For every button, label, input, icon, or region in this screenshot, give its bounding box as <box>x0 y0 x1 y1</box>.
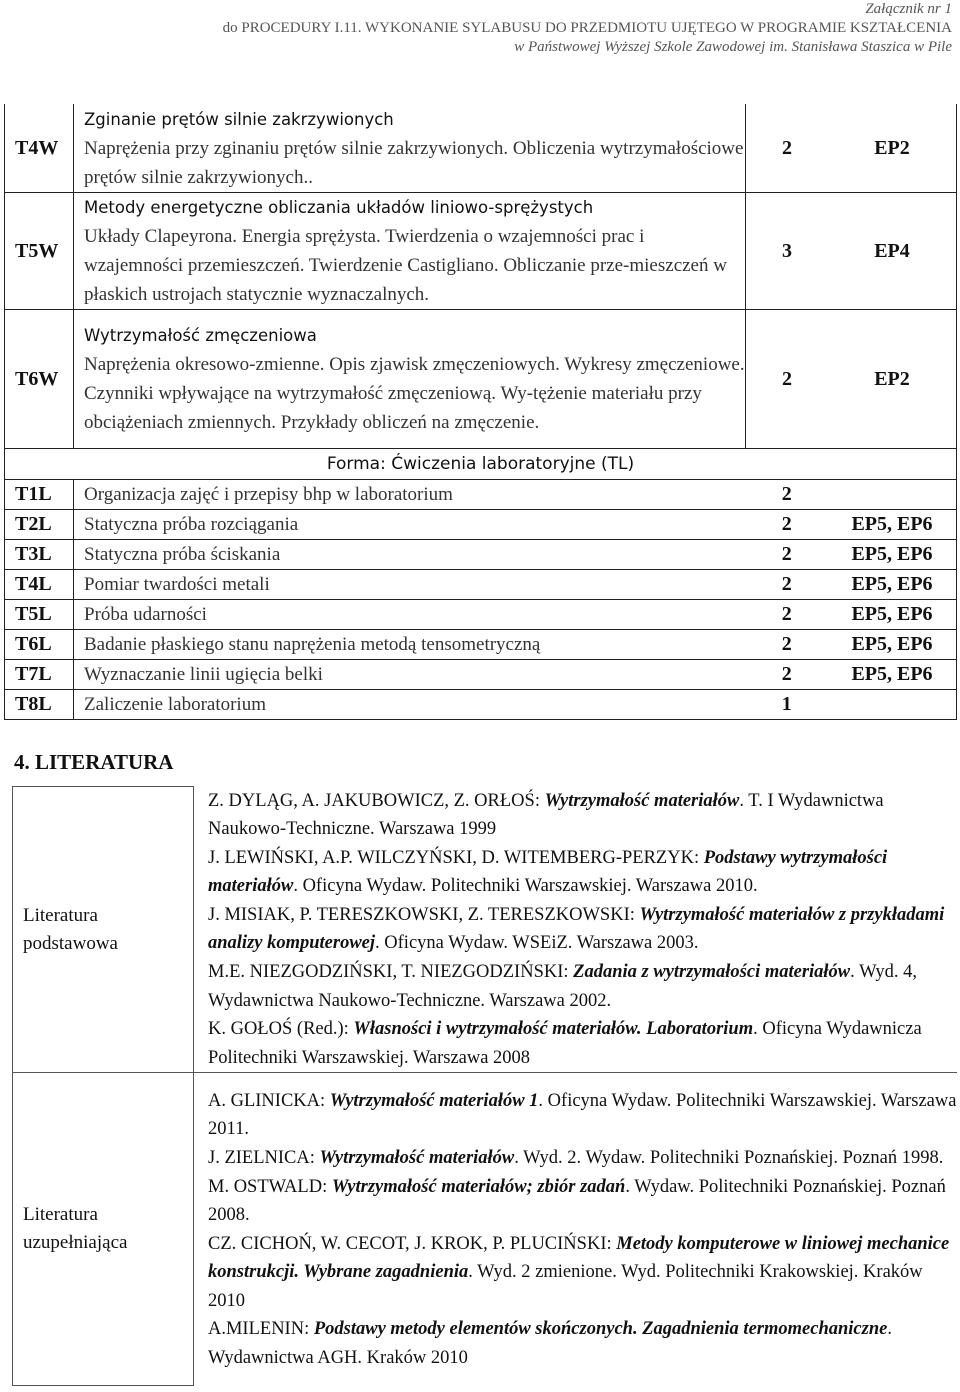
entry-publisher: . Oficyna Wydaw. WSEiZ. Warszawa 2003. <box>375 933 699 954</box>
topic-code: T4W <box>15 136 59 159</box>
entry-title: Wytrzymałość materiałów; zbiór zadań <box>331 1176 626 1197</box>
entry-authors: K. GOŁOŚ (Red.): <box>208 1019 354 1040</box>
lab-text: Statyczna próba ściskania <box>74 540 746 570</box>
lecture-row <box>5 193 957 310</box>
lab-effects <box>828 480 957 510</box>
entry-title: Wytrzymałość materiałów <box>319 1147 515 1168</box>
topic-hours: 2 <box>746 310 829 449</box>
topic-title: Metody energetyczne obliczania układów liniowo-sprężystych <box>84 198 594 217</box>
lab-hours: 2 <box>746 540 829 570</box>
lab-hours: 2 <box>746 660 829 690</box>
entry-publisher: . Oficyna Wydawnicza Politechniki Warszawskiej. Warszawa 2008 <box>208 1019 922 1068</box>
entry-publisher: . Oficyna Wydaw. Politechniki Warszawskiej. Warszawa 2011. <box>208 1090 957 1140</box>
lab-hours: 2 <box>746 510 829 540</box>
document-header <box>223 0 952 57</box>
entry-title: Wytrzymałość materiałów z przykładami analizy komputerowej <box>208 904 945 954</box>
entry-publisher: . Wydaw. Politechniki Poznańskiej. Poznań 2008. <box>208 1176 946 1226</box>
topic-text: Naprężenia przy zginaniu prętów silnie zakrzywionych. Obliczenia wytrzymałościowe prętów silnie zakrzywionych.. <box>84 137 744 188</box>
institution-name: w Państwowej Wyższej Szkole Zawodowej im. Stanisława Staszica w Pile <box>514 39 952 55</box>
literature-entry <box>208 844 957 901</box>
lab-hours: 2 <box>746 570 829 600</box>
literature-entry <box>208 787 957 844</box>
topic-description <box>74 193 746 310</box>
lab-row <box>5 570 957 600</box>
entry-authors: M.E. NIEZGODZIŃSKI, T. NIEZGODZIŃSKI: <box>208 962 574 983</box>
extra-literature-list <box>194 1073 958 1386</box>
lab-text: Badanie płaskiego stanu naprężenia metodą tensometryczną <box>74 630 746 660</box>
procedure-title: do PROCEDURY I.11. WYKONANIE SYLABUSU DO PRZEDMIOTU UJĘTEGO W PROGRAMIE KSZTAŁCENIA <box>222 20 952 36</box>
entry-authors: M. OSTWALD: <box>208 1176 332 1197</box>
topic-description <box>74 310 746 449</box>
literature-entry <box>208 1173 957 1230</box>
lab-effects: EP5, EP6 <box>828 510 957 540</box>
lab-code: T1L <box>5 480 74 510</box>
form-label: Forma: Ćwiczenia laboratoryjne (TL) <box>326 454 635 474</box>
topic-effects: EP2 <box>874 367 910 390</box>
syllabus-topics-table <box>4 104 957 720</box>
entry-publisher: . Wyd. 2. Wydaw. Politechniki Poznańskiej. Poznań 1998. <box>514 1147 944 1168</box>
entry-authors: J. ZIELNICA: <box>208 1147 320 1168</box>
lab-row <box>5 480 957 510</box>
lab-row <box>5 510 957 540</box>
lab-effects <box>828 690 957 720</box>
topic-text: Układy Clapeyrona. Energia sprężysta. Twierdzenia o wzajemności prac i wzajemności przemieszczeń. Twierdzenie Castigliano. Obliczanie prze-mieszczeń w płaskich ustrojach statycznie wyznaczalnych. <box>84 226 727 305</box>
literature-entry <box>208 958 957 1015</box>
lab-row <box>5 540 957 570</box>
lab-text: Pomiar twardości metali <box>74 570 746 600</box>
lab-effects: EP5, EP6 <box>828 540 957 570</box>
lab-effects: EP5, EP6 <box>828 660 957 690</box>
annex-label: Załącznik nr 1 <box>865 1 952 17</box>
lab-hours: 2 <box>746 630 829 660</box>
entry-authors: Z. DYLĄG, A. JAKUBOWICZ, Z. ORŁOŚ: <box>208 790 545 811</box>
literature-entry <box>208 1230 957 1316</box>
lab-topics <box>5 480 957 720</box>
lab-text: Wyznaczanie linii ugięcia belki <box>74 660 746 690</box>
lab-row <box>5 600 957 630</box>
topic-code: T5W <box>15 239 59 262</box>
lab-code: T3L <box>5 540 74 570</box>
basic-literature-label: Literatura podstawowa <box>13 787 194 1073</box>
entry-authors: A.MILENIN: <box>208 1319 314 1340</box>
entry-publisher: . T. I Wydawnictwa Naukowo-Techniczne. Warszawa 1999 <box>208 790 884 840</box>
lab-code: T8L <box>5 690 74 720</box>
lab-effects: EP5, EP6 <box>828 600 957 630</box>
topic-effects: EP2 <box>874 136 910 159</box>
entry-title: Metody komputerowe w liniowej mechanice konstrukcji. Wybrane zagadnienia <box>208 1233 950 1283</box>
entry-title: Podstawy wytrzymałości materiałów <box>208 847 888 897</box>
entry-publisher: . Wyd. 4, Wydawnictwa Naukowo-Techniczne. Warszawa 2002. <box>208 962 918 1011</box>
lab-effects: EP5, EP6 <box>828 630 957 660</box>
literature-entry <box>208 1144 957 1173</box>
entry-authors: A. GLINICKA: <box>208 1090 330 1111</box>
topic-title: Zginanie prętów silnie zakrzywionych <box>84 109 394 129</box>
lecture-row <box>5 310 957 449</box>
basic-literature-row <box>13 787 958 1073</box>
lab-hours: 1 <box>746 690 829 720</box>
lab-row <box>5 690 957 720</box>
lab-effects: EP5, EP6 <box>828 570 957 600</box>
topic-text: Naprężenia okresowo-zmienne. Opis zjawisk zmęczeniowych. Wykresy zmęczeniowe. Czynniki wpływające na wytrzymałość zmęczeniową. Wy-tężenie materiału przy obciążeniach zmiennych. Przykłady obliczeń na zmęczenie. <box>84 354 745 433</box>
entry-publisher: . Oficyna Wydaw. Politechniki Warszawskiej. Warszawa 2010. <box>293 876 758 897</box>
lab-code: T4L <box>5 570 74 600</box>
literature-entry <box>208 1315 957 1372</box>
topic-hours: 3 <box>746 193 829 310</box>
literature-table <box>12 786 957 1386</box>
literature-entry <box>208 1087 957 1144</box>
topic-effects: EP4 <box>874 239 910 262</box>
lab-hours: 2 <box>746 480 829 510</box>
entry-title: Zadania z wytrzymałości materiałów <box>573 962 851 983</box>
form-row <box>5 449 957 480</box>
entry-title: Wytrzymałość materiałów <box>544 790 740 811</box>
lab-hours: 2 <box>746 600 829 630</box>
extra-literature-label: Literatura uzupełniająca <box>13 1073 194 1386</box>
literature-section-title: 4. LITERATURA <box>14 750 174 774</box>
entry-title: Wytrzymałość materiałów 1 <box>329 1090 539 1111</box>
topic-hours: 2 <box>746 104 829 193</box>
literature-entry <box>208 1015 957 1072</box>
lecture-topics <box>5 104 957 449</box>
topic-title: Wytrzymałość zmęczeniowa <box>84 326 317 345</box>
basic-literature-list <box>194 787 958 1073</box>
lab-code: T7L <box>5 660 74 690</box>
topic-code: T6W <box>15 367 59 390</box>
topic-description <box>74 104 746 193</box>
literature-entry <box>208 901 957 958</box>
lab-code: T2L <box>5 510 74 540</box>
lab-text: Próba udarności <box>74 600 746 630</box>
entry-authors: J. MISIAK, P. TERESZKOWSKI, Z. TERESZKOWSKI: <box>208 904 640 925</box>
entry-title: Podstawy metody elementów skończonych. Zagadnienia termomechaniczne <box>313 1319 888 1340</box>
entry-authors: CZ. CICHOŃ, W. CECOT, J. KROK, P. PLUCIŃSKI: <box>208 1233 617 1254</box>
lab-text: Statyczna próba rozciągania <box>74 510 746 540</box>
entry-authors: J. LEWIŃSKI, A.P. WILCZYŃSKI, D. WITEMBERG-PERZYK: <box>208 847 704 868</box>
lab-code: T5L <box>5 600 74 630</box>
entry-publisher: . Wyd. 2 zmienione. Wyd. Politechniki Krakowskiej. Kraków 2010 <box>208 1262 923 1311</box>
lab-code: T6L <box>5 630 74 660</box>
lab-text: Zaliczenie laboratorium <box>74 690 746 720</box>
entry-publisher: . Wydawnictwa AGH. Kraków 2010 <box>208 1319 892 1369</box>
extra-literature-row <box>13 1073 958 1386</box>
lab-text: Organizacja zajęć i przepisy bhp w laboratorium <box>74 480 746 510</box>
entry-title: Własności i wytrzymałość materiałów. Laboratorium <box>353 1019 754 1040</box>
lecture-row <box>5 104 957 193</box>
lab-row <box>5 630 957 660</box>
lab-row <box>5 660 957 690</box>
